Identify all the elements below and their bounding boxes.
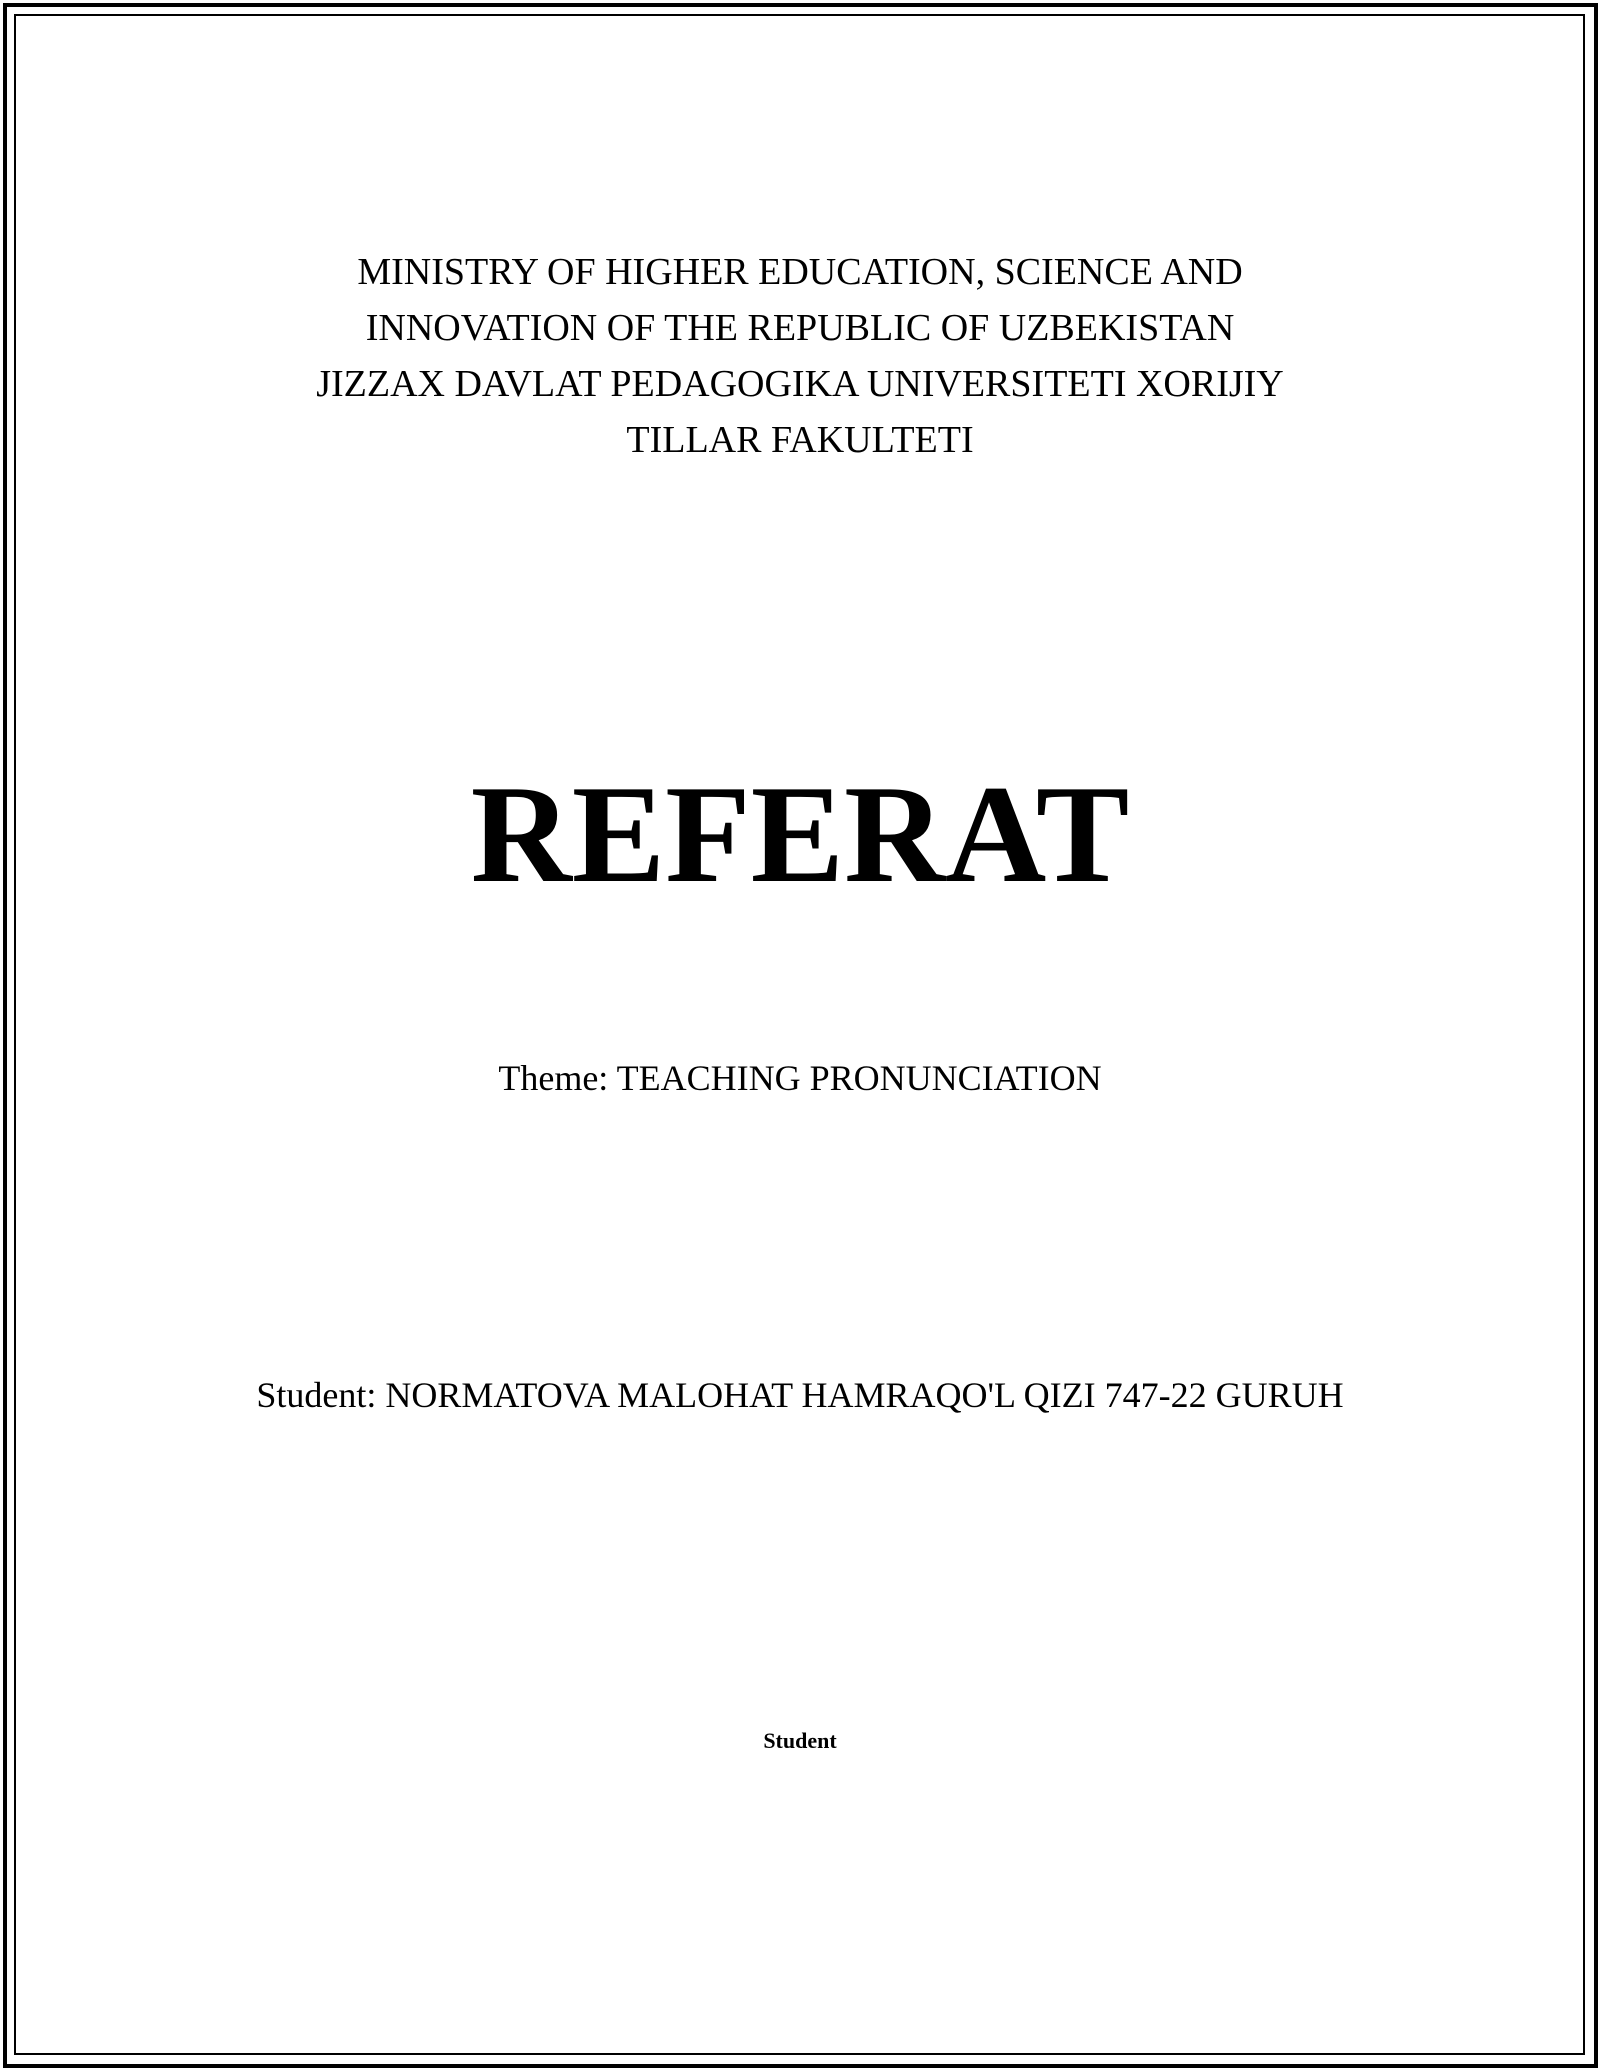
institution-header [0, 244, 1600, 468]
document-title: REFERAT [470, 757, 1130, 912]
institution-header-line-3: JIZZAX DAVLAT PEDAGOGIKA UNIVERSITETI XORIJIY [316, 363, 1284, 405]
student-info: Student: NORMATOVA MALOHAT HAMRAQO'L QIZI 747-22 GURUH [256, 1375, 1344, 1415]
footer-student-label: Student [763, 1728, 837, 1753]
institution-header-line-4: TILLAR FAKULTETI [626, 419, 974, 461]
theme-line: Theme: TEACHING PRONUNCIATION [498, 1058, 1102, 1098]
institution-header-line-1: MINISTRY OF HIGHER EDUCATION, SCIENCE AND [357, 251, 1243, 293]
institution-header-line-2: INNOVATION OF THE REPUBLIC OF UZBEKISTAN [365, 307, 1235, 349]
